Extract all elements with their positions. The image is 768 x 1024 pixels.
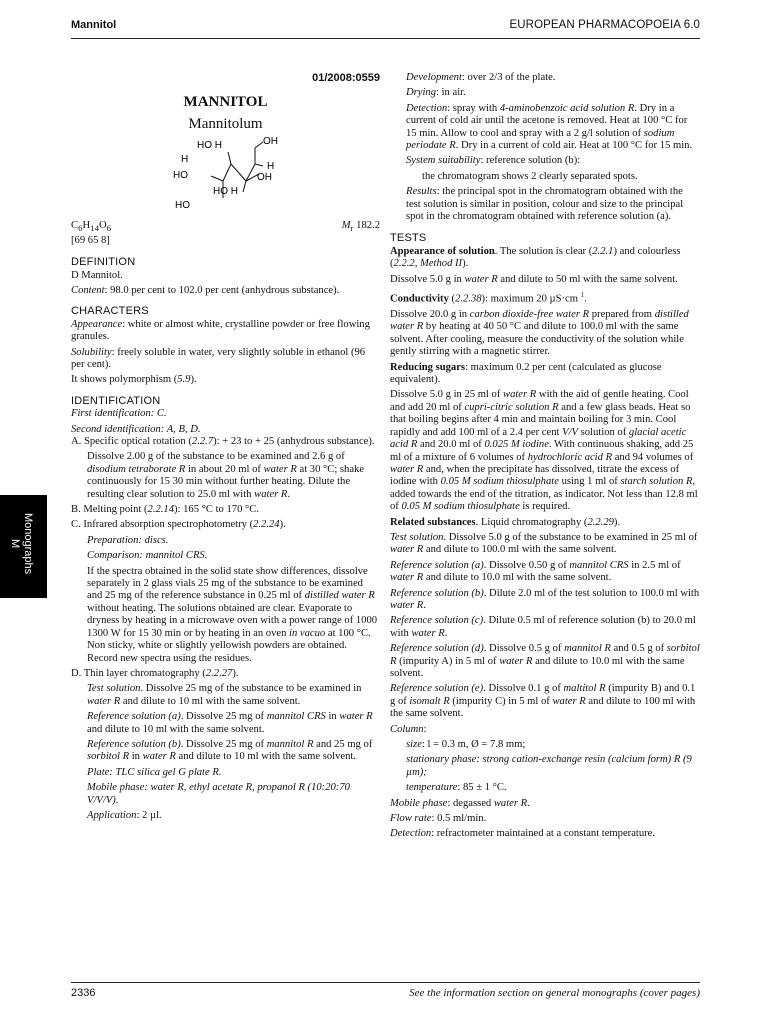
related-reference-b: Reference solution (b). Dilute 2.0 ml of the test solution to 100.0 ml with water R. xyxy=(390,587,700,611)
test-d-mobile-phase: Mobile phase: water R, ethyl acetate R, propanol R (10:20:70 V/V/V). xyxy=(87,782,350,806)
test-a-procedure: Dissolve 2.00 g of the substance to be examined and 2.6 g of disodium tetraborate R in about 20 ml of water R at 30 °C; shake continuously for 15 30 min without further heating. Dilute the resulting clear solution to 25.0 ml with water R. xyxy=(87,451,365,500)
footer-rule xyxy=(71,982,700,983)
molecular-formula: $C_6H_{14}O_6$ xyxy=(71,220,112,234)
structure-ho-h-bottom: HO H xyxy=(213,186,238,198)
relative-molecular-mass: $M_r$ 182.2 xyxy=(341,220,380,234)
structure-oh-top: OH xyxy=(263,136,278,148)
header-rule xyxy=(71,38,700,39)
lc-flow-rate: Flow rate: 0.5 ml/min. xyxy=(390,813,487,825)
running-header-publication: EUROPEAN PHARMACOPOEIA 6.0 xyxy=(509,19,700,31)
identification-heading: IDENTIFICATION xyxy=(71,394,161,407)
lc-mobile-phase: Mobile phase: degassed water R. xyxy=(390,797,530,809)
structure-h-left: H xyxy=(181,154,189,166)
page-number: 2336 xyxy=(71,987,96,999)
conductivity-procedure: Dissolve 20.0 g in carbon dioxide-free water R prepared from distilled water R by heating at 40 50 °C and dilute to 100.0 ml with the same solvent. After cooling, measure the conductivity of the solution while gently stirring with a magnetic stirrer. xyxy=(390,309,689,358)
definition-text: D Mannitol. xyxy=(71,269,123,281)
tlc-results: Results: the principal spot in the chromatogram obtained with the test solution is similar in position, colour and size to the principal spot in the chromatogram obtained with reference solution (a). xyxy=(406,186,684,223)
related-substances: Related substances. Liquid chromatography (2.2.29). xyxy=(390,516,621,528)
structure-ho-h: HO H xyxy=(197,140,222,152)
related-test-solution: Test solution. Dissolve 5.0 g of the substance to be examined in 25 ml of water R and dilute to 100.0 ml with the same solvent. xyxy=(390,531,698,556)
reducing-sugars-procedure: Dissolve 5.0 g in 25 ml of water R with the aid of gentle heating. Cool and add 20 ml of cupri-citric solution R and a few glass beads. Heat so that boiling begins after 4 min and maintain boiling for 3 min. Cool rapidly and add 100 ml of a 2.4 per cent V/V solution of glacial acetic acid R and 20.0 ml of 0.025 M iodine. With continuous shaking, add 25 ml of a mixture of 6 volumes of hydrochloric acid R and 94 volumes of water R and, when the precipitate has dissolved, titrate the excess of iodine with 0.05 M sodium thiosulphate using 1 ml of starch solution R, added towards the end of the titration, as indicator. Not less than 12.8 ml of 0.05 M sodium thiosulphate is required. xyxy=(390,389,698,513)
left-column xyxy=(71,72,380,822)
test-c-comparison: Comparison: mannitol CRS. xyxy=(87,550,208,562)
right-column xyxy=(390,72,700,841)
characters-heading: CHARACTERS xyxy=(71,305,149,318)
structure-oh-right: OH xyxy=(257,172,272,184)
section-tab-letter: M xyxy=(9,538,21,549)
solubility-text: Solubility: freely soluble in water, very slightly soluble in ethanol (96 per cent). xyxy=(71,346,366,370)
tests-heading: TESTS xyxy=(390,232,427,245)
test-b: B. Melting point (2.2.14): 165 °C to 170 °C. xyxy=(71,504,259,516)
test-d-application: Application: 2 µl. xyxy=(87,809,162,821)
structure-ho-left: HO xyxy=(173,170,188,182)
related-reference-e: Reference solution (e). Dissolve 0.1 g of maltitol R (impurity B) and 0.1 g of isomalt R (impurity C) in 5 ml of water R and dilute to 100 ml with the same solvent. xyxy=(390,683,696,720)
section-tab-label: Monographs xyxy=(22,513,34,575)
appearance-text: Appearance: white or almost white, crystalline powder or free flowing granules. xyxy=(71,318,370,343)
related-reference-c: Reference solution (c). Dilute 0.5 ml of reference solution (b) to 20.0 ml with water R. xyxy=(390,615,696,639)
test-c-preparation: Preparation: discs. xyxy=(87,534,169,546)
test-d-reference-a: Reference solution (a). Dissolve 25 mg of mannitol CRS in water R and dilute to 10 ml with the same solvent. xyxy=(87,711,373,735)
second-identification: Second identification: A, B, D. xyxy=(71,423,201,435)
lc-detection: Detection: refractometer maintained at a constant temperature. xyxy=(390,828,656,840)
test-d-plate: Plate: TLC silica gel G plate R. xyxy=(87,766,222,778)
column-temperature: temperature: 85 ± 1 °C. xyxy=(406,782,507,794)
tlc-development: Development: over 2/3 of the plate. xyxy=(406,72,556,83)
first-identification: First identification: C. xyxy=(71,408,167,420)
column-size: size: l = 0.3 m, Ø = 7.8 mm; xyxy=(406,739,526,751)
test-a: A. Specific optical rotation (2.2.7): + 23 to + 25 (anhydrous substance). xyxy=(71,436,375,448)
tlc-drying: Drying: in air. xyxy=(406,87,466,99)
content-text: Content: 98.0 per cent to 102.0 per cent (anhydrous substance). xyxy=(71,284,340,296)
conductivity: Conductivity (2.2.38): maximum 20 µS·cm $^1$. xyxy=(390,291,587,305)
column-stationary-phase: stationary phase: strong cation-exchange resin (calcium form) R (9 µm); xyxy=(406,754,692,778)
running-header-title: Mannitol xyxy=(71,19,117,31)
monograph-latin-name: Mannitolum xyxy=(188,115,263,132)
monograph-title: MANNITOL xyxy=(183,94,268,111)
appearance-of-solution-procedure: Dissolve 5.0 g in water R and dilute to 50 ml with the same solvent. xyxy=(390,273,678,285)
tlc-system-suitability: System suitability: reference solution (b): xyxy=(406,155,581,167)
footer-note: See the information section on general monographs (cover pages) xyxy=(409,987,700,999)
related-reference-a: Reference solution (a). Dissolve 0.50 g of mannitol CRS in 2.5 ml of water R and dilute to 10.0 ml with the same solvent. xyxy=(390,559,681,584)
test-d-test-solution: Test solution. Dissolve 25 mg of the substance to be examined in water R and dilute to 10 ml with the same solvent. xyxy=(87,683,362,707)
structure-h-right: H xyxy=(267,161,275,173)
test-c: C. Infrared absorption spectrophotometry (2.2.24). xyxy=(71,519,286,531)
structural-formula xyxy=(171,136,301,216)
test-d: D. Thin layer chromatography (2.2.27). xyxy=(71,667,239,679)
test-c-procedure: If the spectra obtained in the solid state show differences, dissolve separately in 2 glass vials 25 mg of the substance to be examined and 25 mg of the reference substance in 0.25 ml of distilled water R without heating. The solutions obtained are clear. Evaporate to dryness by heating in a microwave oven with a power range of 1000 1300 W for 15 30 min or by heating in an oven in vacuo at 100 °C. Non sticky, white or slightly yellowish powders are obtained. Record new spectra using the residues. xyxy=(87,565,378,664)
cas-number: [69 65 8] xyxy=(71,234,110,246)
formula-row xyxy=(71,220,380,235)
polymorphism-text: It shows polymorphism (5.9). xyxy=(71,374,197,386)
reducing-sugars: Reducing sugars: maximum 0.2 per cent (calculated as glucose equivalent). xyxy=(390,361,662,386)
section-tab xyxy=(0,495,47,598)
tlc-system-suitability-item: the chromatogram shows 2 clearly separated spots. xyxy=(422,170,638,182)
monograph-reference: 01/2008:0559 xyxy=(312,72,380,84)
related-reference-d: Reference solution (d). Dissolve 0.5 g of mannitol R and 0.5 g of sorbitol R (impurity A) in 5 ml of water R and dilute to 10.0 ml with the same solvent. xyxy=(390,643,700,679)
column-heading: Column: xyxy=(390,723,427,735)
test-d-reference-b: Reference solution (b). Dissolve 25 mg of mannitol R and 25 mg of sorbitol R in water R and dilute to 10 ml with the same solvent. xyxy=(87,738,373,763)
structure-ho-bottom: HO xyxy=(175,200,190,212)
definition-heading: DEFINITION xyxy=(71,256,136,269)
appearance-of-solution: Appearance of solution. The solution is clear (2.2.1) and colourless (2.2.2, Method II). xyxy=(390,245,681,270)
tlc-detection: Detection: spray with 4-aminobenzoic acid solution R. Dry in a current of cold air until the acetone is removed. Heat at 100 °C for 15 min. Allow to cool and spray with a 2 g/l solution of sodium periodate R. Dry in a current of cold air. Heat at 100 °C for 15 min. xyxy=(406,102,693,152)
